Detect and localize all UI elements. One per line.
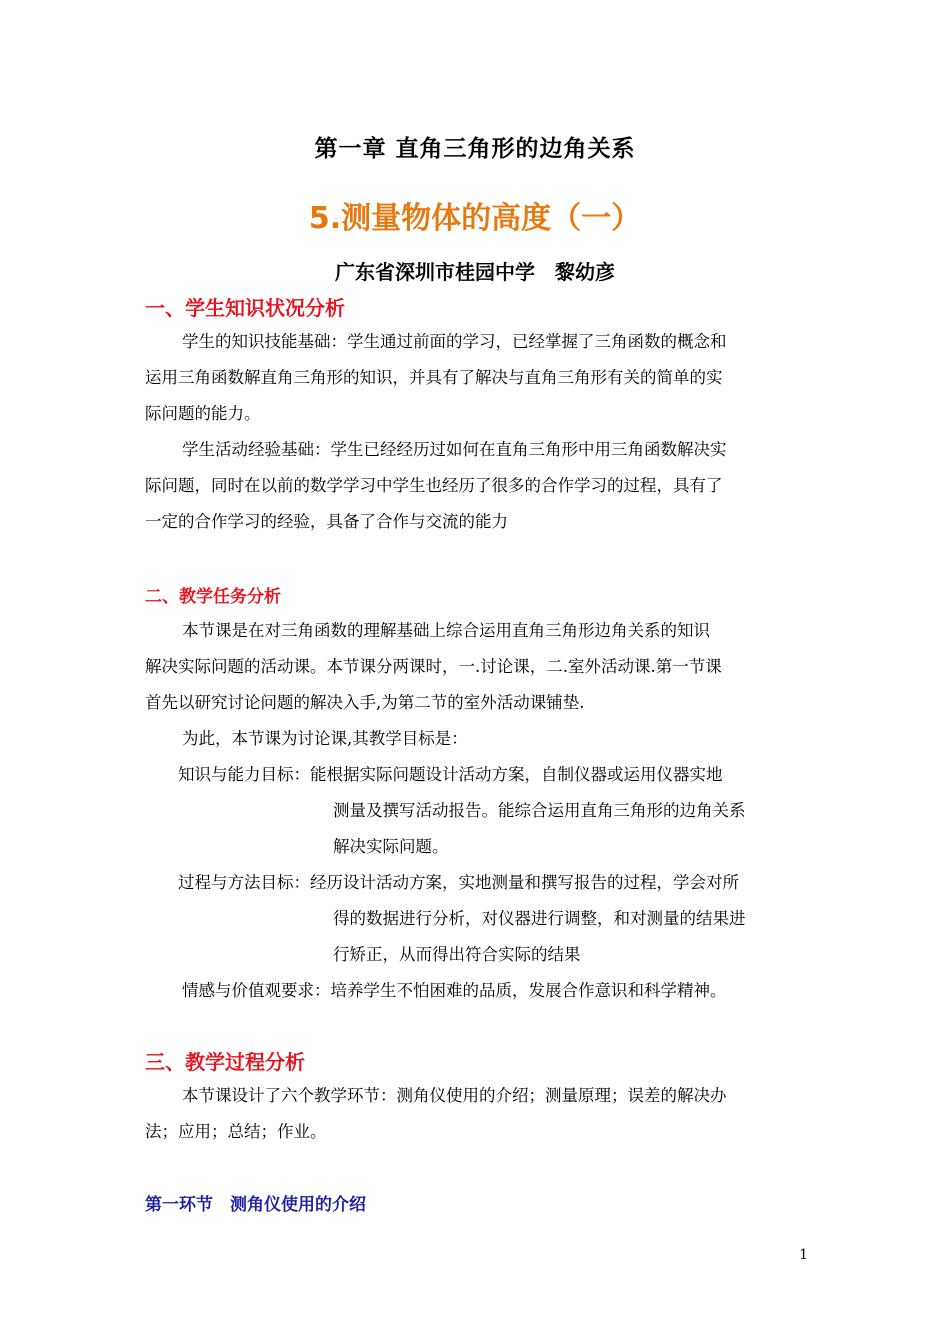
section1-line: 学生活动经验基础：学生已经经历过如何在直角三角形中用三角函数解决实 bbox=[182, 440, 727, 459]
section1-line: 学生的知识技能基础：学生通过前面的学习，已经掌握了三角函数的概念和 bbox=[182, 332, 727, 351]
goal-process-cont: 得的数据进行分析，对仪器进行调整，和对测量的结果进 bbox=[333, 909, 746, 928]
section3-line: 法；应用；总结；作业。 bbox=[145, 1122, 327, 1141]
section1-line: 一定的合作学习的经验，具备了合作与交流的能力 bbox=[145, 512, 508, 531]
section1-line: 运用三角函数解直角三角形的知识，并具有了解决与直角三角形有关的简单的实 bbox=[145, 368, 723, 387]
section3-heading: 三、教学过程分析 bbox=[145, 1050, 305, 1074]
page-number: 1 bbox=[799, 1247, 808, 1263]
goal-process-cont: 行矫正，从而得出符合实际的结果 bbox=[333, 945, 581, 964]
author-line: 广东省深圳市桂园中学 黎幼彦 bbox=[335, 260, 615, 284]
section1-line: 际问题，同时在以前的数学学习中学生也经历了很多的合作学习的过程，具有了 bbox=[145, 476, 723, 495]
section2-line: 本节课是在对三角函数的理解基础上综合运用直角三角形边角关系的知识 bbox=[182, 621, 710, 640]
section2-heading: 二、教学任务分析 bbox=[145, 587, 281, 607]
goal-knowledge: 知识与能力目标：能根据实际问题设计活动方案，自制仪器或运用仪器实地 bbox=[178, 765, 723, 784]
section1-line: 际问题的能力。 bbox=[145, 404, 261, 423]
goal-knowledge-cont: 解决实际问题。 bbox=[333, 837, 449, 856]
section1-heading: 一、学生知识状况分析 bbox=[145, 296, 345, 320]
section3-line: 本节课设计了六个教学环节：测角仪使用的介绍；测量原理；误差的解决办 bbox=[182, 1086, 727, 1105]
chapter-title: 第一章 直角三角形的边角关系 bbox=[314, 135, 636, 162]
section2-line: 为此，本节课为讨论课,其教学目标是： bbox=[182, 729, 468, 748]
section2-line: 解决实际问题的活动课。本节课分两课时，一.讨论课，二.室外活动课.第一节课 bbox=[145, 657, 722, 676]
subsection-heading: 第一环节 测角仪使用的介绍 bbox=[145, 1195, 366, 1215]
section2-line: 首先以研究讨论问题的解决入手,为第二节的室外活动课铺垫. bbox=[145, 693, 585, 712]
goal-knowledge-cont: 测量及撰写活动报告。能综合运用直角三角形的边角关系 bbox=[333, 801, 746, 820]
goal-emotion: 情感与价值观要求：培养学生不怕困难的品质，发展合作意识和科学精神。 bbox=[182, 981, 727, 1000]
goal-process: 过程与方法目标：经历设计活动方案，实地测量和撰写报告的过程，学会对所 bbox=[178, 873, 739, 892]
lesson-title: 5.测量物体的高度（一） bbox=[308, 201, 642, 236]
